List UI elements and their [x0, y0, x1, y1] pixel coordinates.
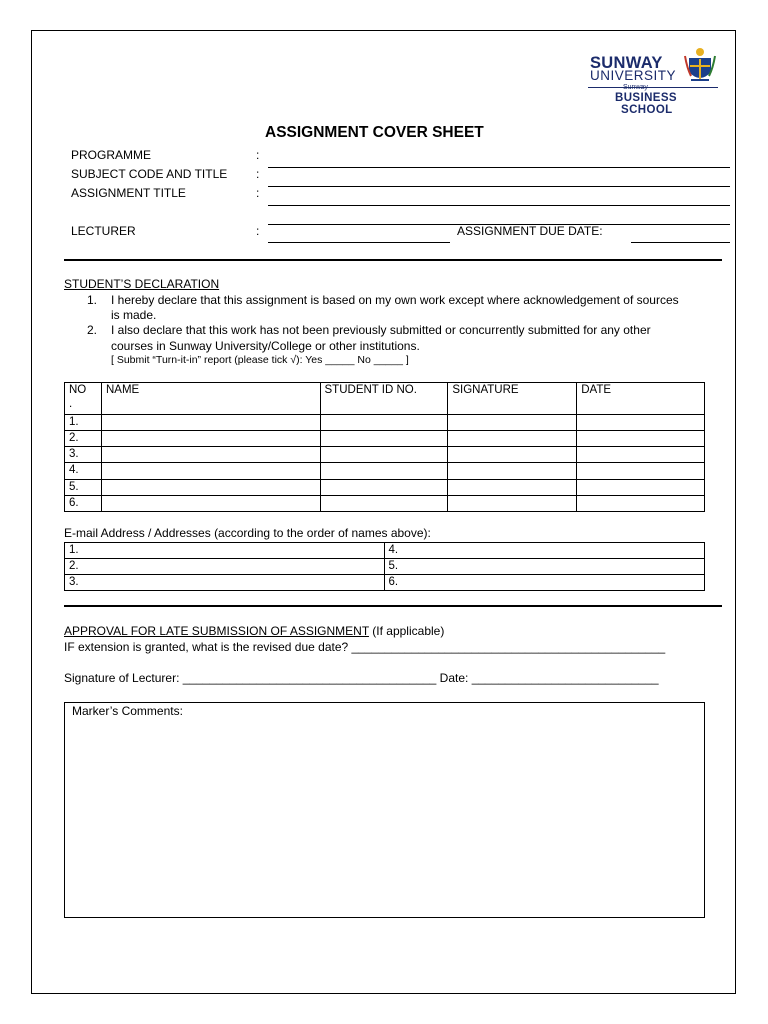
programme-label: PROGRAMME [71, 148, 152, 162]
colon: : [256, 148, 260, 162]
table-row[interactable]: 5. [65, 480, 705, 496]
lecturer-signature-line[interactable]: Signature of Lecturer: ______________________________________ Date: ____________________________ [64, 671, 659, 685]
logo-university: UNIVERSITY [590, 68, 677, 83]
logo-school: SCHOOL [621, 104, 673, 116]
declaration-number: 2. [87, 323, 98, 337]
due-date-label: ASSIGNMENT DUE DATE: [457, 224, 603, 238]
email-table [64, 542, 705, 591]
revised-due-date[interactable]: IF extension is granted, what is the revised due date? _______________________________________________ [64, 640, 666, 654]
declaration-text: I hereby declare that this assignment is based on my own work except where acknowledgement of sources [111, 293, 679, 307]
table-row[interactable]: 2. 5. [65, 559, 705, 575]
colon: : [256, 224, 260, 238]
declaration-text: is made. [111, 308, 157, 322]
sunway-logo [588, 46, 720, 118]
logo-divider [588, 87, 718, 88]
subject-line[interactable] [268, 186, 730, 187]
table-header-row [65, 383, 705, 415]
header-no: NO . [65, 383, 102, 415]
approval-heading: APPROVAL FOR LATE SUBMISSION OF ASSIGNMENT (If applicable) [64, 624, 445, 638]
colon: : [256, 167, 260, 181]
lecturer-label: LECTURER [71, 224, 136, 238]
markers-comments-label: Marker’s Comments: [72, 704, 183, 718]
table-row[interactable]: 2. [65, 431, 705, 447]
declaration-text: I also declare that this work has not been previously submitted or concurrently submitted for any other [111, 323, 651, 337]
programme-line[interactable] [268, 167, 730, 168]
student-table [64, 382, 705, 512]
markers-comments-box[interactable] [64, 702, 705, 918]
header-name: NAME [101, 383, 320, 415]
assignment-title-label: ASSIGNMENT TITLE [71, 186, 186, 200]
table-row[interactable]: 4. [65, 463, 705, 480]
crest-icon [683, 46, 717, 86]
table-row[interactable]: 6. [65, 496, 705, 512]
table-row[interactable]: 3. 6. [65, 575, 705, 591]
page-title: ASSIGNMENT COVER SHEET [265, 124, 484, 141]
declaration-number: 1. [87, 293, 98, 307]
table-row[interactable]: 1. 4. [65, 543, 705, 559]
divider [64, 259, 722, 261]
lecturer-line[interactable] [268, 242, 450, 243]
colon: : [256, 186, 260, 200]
logo-business: BUSINESS [615, 92, 677, 104]
declaration-heading: STUDENT’S DECLARATION [64, 277, 220, 291]
due-date-line[interactable] [631, 242, 730, 243]
table-row[interactable]: 1. [65, 415, 705, 431]
declaration-text: courses in Sunway University/College or other institutions. [111, 339, 420, 353]
logo-sunway-small: Sunway [623, 84, 648, 91]
header-date: DATE [577, 383, 705, 415]
assignment-title-line[interactable] [268, 205, 730, 206]
email-label: E-mail Address / Addresses (according to the order of names above): [64, 526, 431, 540]
header-student-id: STUDENT ID NO. [320, 383, 448, 415]
turnitin-note: [ Submit “Turn-it-in” report (please tick √): Yes _____ No _____ ] [111, 354, 409, 366]
subject-label: SUBJECT CODE AND TITLE [71, 167, 228, 181]
logo-sunway: SUNWAY [590, 54, 663, 72]
table-row[interactable]: 3. [65, 447, 705, 463]
divider [64, 605, 722, 607]
header-signature: SIGNATURE [448, 383, 577, 415]
